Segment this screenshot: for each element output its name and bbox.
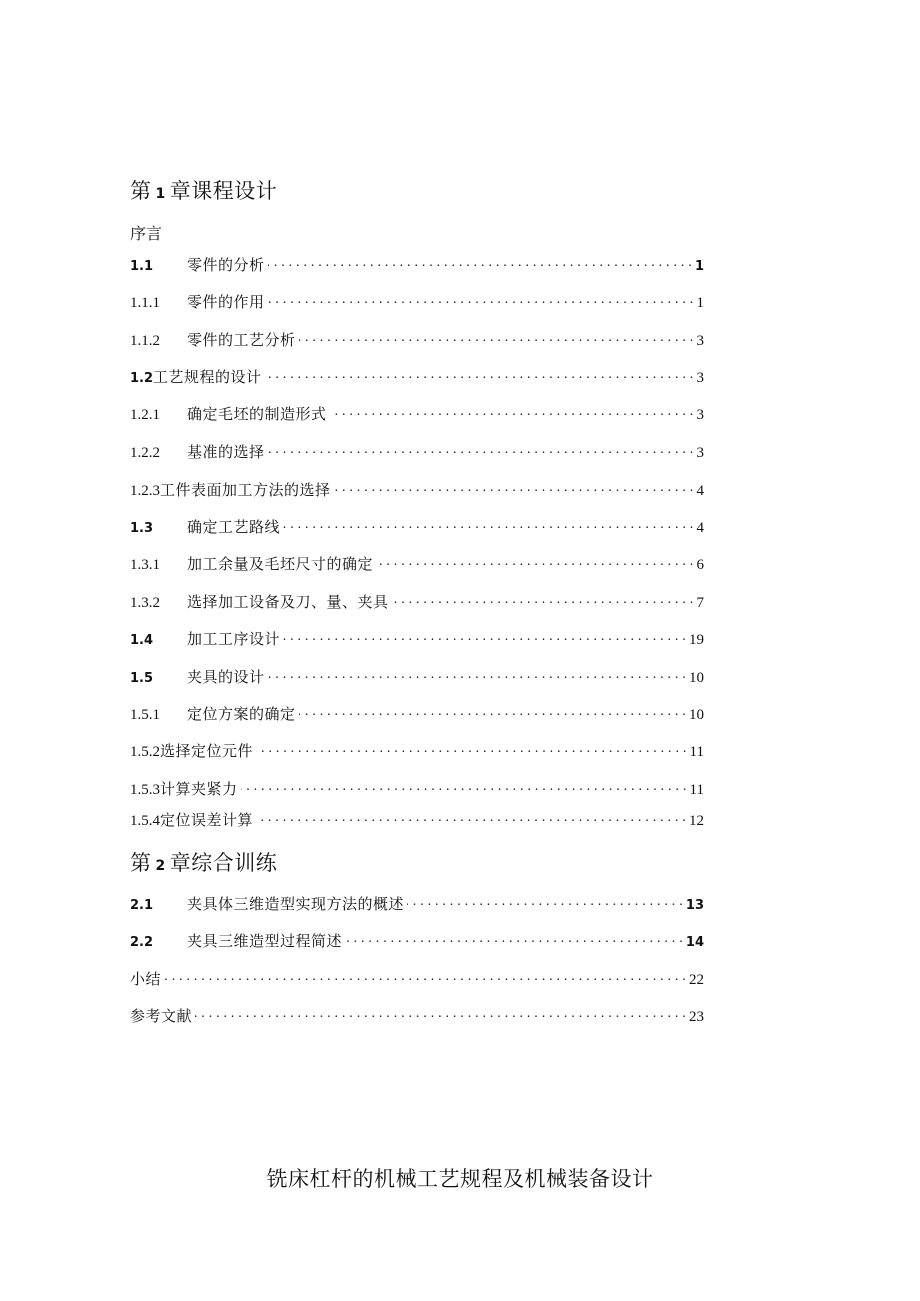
toc-entry-page: 1	[694, 259, 704, 274]
toc-entry-title: 确定工艺路线	[187, 518, 281, 536]
toc-entry-number: 2.2	[130, 935, 154, 950]
toc-entry-title: 计算夹紧力	[160, 780, 238, 798]
toc-entry[interactable]	[130, 703, 704, 725]
toc-entry[interactable]	[130, 516, 704, 538]
toc-leader-dots	[195, 1007, 686, 1021]
toc-entry[interactable]	[130, 930, 704, 952]
toc-entry-title: 定位误差计算	[160, 811, 254, 829]
toc-entry-page: 3	[696, 407, 704, 423]
toc-leader-dots	[268, 668, 686, 682]
toc-entry[interactable]	[130, 553, 704, 575]
toc-entry-title: 加工余量及毛坯尺寸的确定	[187, 555, 374, 573]
toc-entry[interactable]	[130, 666, 704, 688]
toc-entry[interactable]	[130, 479, 704, 501]
chapter-1-heading: 第 1 章课程设计	[130, 179, 278, 203]
toc-leader-dots	[376, 555, 693, 569]
toc-entry-number: 1.3.2	[130, 595, 160, 611]
toc-entry-number: 1.1	[130, 259, 154, 274]
toc-entry-title: 零件的作用	[187, 293, 265, 311]
toc-entry-page: 12	[689, 813, 704, 829]
toc-entry-title: 夹具三维造型过程简述	[187, 932, 343, 950]
toc-leader-dots	[299, 705, 686, 719]
toc-entry[interactable]	[130, 968, 704, 990]
toc-entry-title: 夹具的设计	[187, 668, 265, 686]
toc-entry-title: 工艺规程的设计	[153, 368, 262, 386]
toc-entry-number: 1.5.4	[130, 813, 160, 829]
toc-entry[interactable]	[130, 591, 704, 613]
toc-entry-number: 2.1	[130, 898, 154, 913]
toc-entry-number: 1.5.2	[130, 744, 160, 760]
toc-entry[interactable]	[130, 628, 704, 650]
toc-entry-number: 1.2.3	[130, 483, 160, 499]
toc-entry[interactable]	[130, 809, 704, 831]
toc-entry-page: 3	[696, 370, 704, 386]
toc-entry-title: 小结	[130, 970, 162, 988]
toc-entry[interactable]	[130, 403, 704, 425]
toc-entry-page: 3	[696, 333, 704, 349]
toc-entry[interactable]	[130, 740, 704, 762]
toc-entry-number: 1.3	[130, 521, 154, 536]
toc-leader-dots	[345, 932, 683, 946]
toc-entry-title: 零件的分析	[187, 256, 265, 274]
toc-entry-page: 3	[696, 445, 704, 461]
toc-entry[interactable]	[130, 366, 704, 388]
toc-leader-dots	[334, 481, 694, 495]
toc-entry-page: 4	[696, 483, 704, 499]
toc-entry-title: 确定毛坯的制造形式	[187, 405, 327, 423]
toc-entry-page: 13	[685, 898, 704, 913]
toc-entry[interactable]	[130, 254, 704, 276]
toc-entry-number: 1.4	[130, 633, 154, 648]
toc-entry-title: 工件表面加工方法的选择	[160, 481, 331, 499]
toc-entry-number: 1.2.1	[130, 407, 160, 423]
toc-entry[interactable]	[130, 441, 704, 463]
toc-leader-dots	[299, 331, 694, 345]
toc-entry-page: 14	[685, 935, 704, 950]
toc-leader-dots	[268, 293, 694, 307]
toc-entry-title: 加工工序设计	[187, 630, 281, 648]
toc-entry-page: 10	[689, 670, 704, 686]
toc-leader-dots	[164, 970, 686, 984]
toc-entry-title: 基准的选择	[187, 443, 265, 461]
toc-leader-dots	[265, 368, 694, 382]
toc-entry-page: 11	[689, 782, 704, 798]
toc-entry-page: 22	[689, 972, 704, 988]
toc-entry[interactable]	[130, 329, 704, 351]
toc-entry[interactable]	[130, 778, 704, 800]
toc-entry-number: 1.2.2	[130, 445, 160, 461]
toc-leader-dots	[256, 742, 687, 756]
toc-entry-page: 19	[689, 632, 704, 648]
toc-entry-number: 1.1.2	[130, 333, 160, 349]
toc-entry-page: 4	[696, 520, 704, 536]
toc-leader-dots	[330, 405, 694, 419]
toc-entry-page: 23	[689, 1009, 704, 1025]
toc-entry[interactable]	[130, 1005, 704, 1027]
toc-entry-title: 参考文献	[130, 1007, 193, 1025]
toc-leader-dots	[283, 518, 693, 532]
toc-entry-title: 零件的工艺分析	[187, 331, 296, 349]
toc-leader-dots	[283, 630, 686, 644]
toc-leader-dots	[268, 443, 694, 457]
toc-entry-number: 1.1.1	[130, 295, 160, 311]
toc-leader-dots	[241, 780, 687, 794]
toc-entry-number: 1.2	[130, 371, 154, 386]
toc-entry-number: 1.5.3	[130, 782, 160, 798]
toc-entry-page: 7	[696, 595, 704, 611]
toc-entry-page: 11	[689, 744, 704, 760]
toc-entry-title: 定位方案的确定	[187, 705, 296, 723]
chapter-2-heading: 第 2 章综合训练	[130, 851, 278, 875]
toc-entry[interactable]	[130, 893, 704, 915]
toc-entry-title: 选择加工设备及刀、量、夹具	[187, 593, 389, 611]
document-title: 铣床杠杆的机械工艺规程及机械装备设计	[266, 1167, 654, 1191]
toc-leader-dots	[392, 593, 694, 607]
toc-leader-dots	[407, 895, 683, 909]
toc-entry-page: 10	[689, 707, 704, 723]
toc-entry-number: 1.3.1	[130, 557, 160, 573]
toc-entry-title: 选择定位元件	[160, 742, 254, 760]
toc-entry-page: 6	[696, 557, 704, 573]
toc-entry-number: 1.5.1	[130, 707, 160, 723]
toc-entry-number: 1.5	[130, 671, 154, 686]
toc-leader-dots	[256, 811, 686, 825]
toc-leader-dots	[268, 256, 692, 270]
toc-preface[interactable]: 序言	[130, 224, 163, 243]
toc-entry-title: 夹具体三维造型实现方法的概述	[187, 895, 405, 913]
toc-entry[interactable]	[130, 291, 704, 313]
toc-entry-page: 1	[696, 295, 704, 311]
